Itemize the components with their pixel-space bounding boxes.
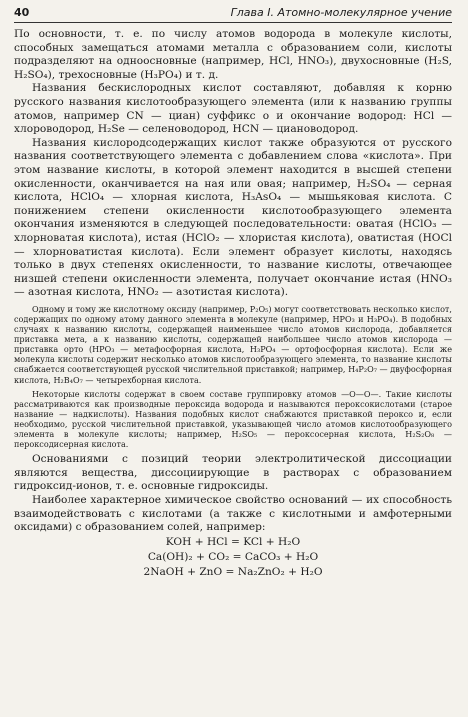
note-peroxo-acids: Некоторые кислоты содержат в своем составе группировку атомов —O—O—. Такие кислоты рассматриваются как производные пероксида водорода и называются пероксокислотами (старое название — надкислоты). Названия подобных кислот снабжаются приставкой пероксо и, если необходимо, русской числительной приставкой, указывающей число атомов кислотообразующего элемента в молекуле кислоты; например, H₂SO₅ — пероксосерная кислота, H₂S₂O₈ — пероксодисерная кислота. [14,388,452,450]
equation-3: 2NaOH + ZnO = Na₂ZnO₂ + H₂O [143,565,323,578]
header-rule [14,22,452,23]
note-meta-ortho-acids: Одному и тому же кислотному оксиду (например, P₂O₅) могут соответствовать несколько кислот, содержащих по одному атому данного элемента в молекуле (например, HPO₃ и H₃PO₄). В подобных случаях к названию кислоты, содержащей наименьшее число атомов кислорода, добавляется приставка мета, а к названию кислоты, содержащей наибольшее число атомов кислорода — приставка орто (HPO₃ — метафосфорная кислота, H₃PO₄ — ортофосфорная кислота). Если же молекула кислоты содержит несколько атомов кислотообразующего элемента, то название кислоты снабжается соответствующей русской числительной приставкой; например, H₄P₂O₇ — двуфосфорная кислота, H₂B₄O₇ — четырехборная кислота. [14,303,452,385]
chapter-title: Глава I. Атомно-молекулярное учение [230,6,452,19]
paragraph-oxygen-free-acids: Названия бескислородных кислот составляют, добавляя к корню русского названия кислотообразующего элемента (или к названию группы атомов, например CN — циан) суффикс о и окончание водород: HCl — хлороводород, H₂Se — селеноводород, HCN — циановодород. [14,82,452,136]
paragraph-bases-definition: Основаниями с позиций теории электролитической диссоциации являются вещества, диссоциирующие в растворах с образованием гидроксид-ионов, т. е. основные гидроксиды. [14,453,452,493]
equation-1: KOH + HCl = KCl + H₂O [165,535,301,548]
paragraph-bases-properties: Наиболее характерное химическое свойство оснований — их способность взаимодействовать с кислотами (а также с кислотными и амфотерными оксидами) с образованием солей, например: [14,493,452,534]
paragraph-oxygen-acids: Названия кислородсодержащих кислот также образуются от русского названия соответствующего элемента с добавлением слова «кислота». При этом название кислоты, в которой элемент находится в высшей степени окисленности, оканчивается на ная или овая; например, H₂SO₄ — серная кислота, HClO₄ — хлорная кислота, H₃AsO₄ — мышьяковая кислота. С понижением степени окисленности кислотообразующего элемента окончания изменяются в следующей последовательности: оватая (HClO₃ — хлорноватая кислота), истая (HClO₂ — хлористая кислота), оватистая (HOCl — хлорноватистая кислота). Если элемент образует кислоты, находясь только в двух степенях окисленности, то название кислоты, отвечающее низшей степени окисленности элемента, получает окончание истая (HNO₃ — азотная кислота, HNO₂ — азотистая кислота). [14,136,452,299]
paragraph-acid-basicity: По основности, т. е. по числу атомов водорода в молекуле кислоты, способных замещаться атомами металла с образованием соли, кислоты подразделяют на одноосновные (например, HCl, HNO₃), двухосновные (H₂S, H₂SO₄), трехосновные (H₃PO₄) и т. д. [14,28,452,81]
page-number: 40 [14,6,30,19]
equation-2: Ca(OH)₂ + CO₂ = CaCO₃ + H₂O [147,550,319,563]
running-header [14,6,452,19]
